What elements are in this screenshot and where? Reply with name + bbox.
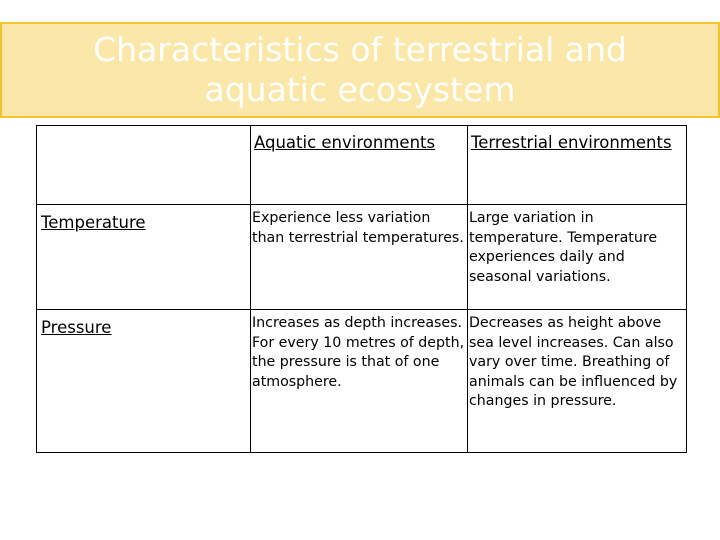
table-cell (468, 310, 687, 453)
table-row (37, 205, 687, 310)
header-cell-terrestrial (468, 126, 687, 205)
row-label-temperature: Temperature (41, 213, 146, 232)
table-cell (251, 205, 468, 310)
cell-pressure-aquatic: Increases as depth increases. For every 10 metres of depth, the pressure is that of one atmosphere. (252, 315, 465, 390)
cell-pressure-terrestrial: Decreases as height above sea level increases. Can also vary over time. Breathing of animals can be influenced by changes in pressure. (469, 315, 678, 409)
header-aquatic: Aquatic environments (254, 133, 436, 152)
row-label-cell (37, 205, 251, 310)
title-banner (0, 22, 720, 118)
comparison-table (36, 125, 687, 453)
row-label-cell (37, 310, 251, 453)
slide-title: Characteristics of terrestrial and aquatic ecosystem (93, 30, 627, 109)
table-cell (468, 205, 687, 310)
header-terrestrial: Terrestrial environments (471, 133, 672, 152)
cell-temperature-terrestrial: Large variation in temperature. Temperature experiences daily and seasonal variations. (469, 210, 658, 285)
table-header-row (37, 126, 687, 205)
table-cell (251, 310, 468, 453)
table-row (37, 310, 687, 453)
header-cell-aquatic (251, 126, 468, 205)
cell-temperature-aquatic: Experience less variation than terrestrial temperatures. (252, 210, 464, 246)
header-cell-empty (37, 126, 251, 205)
row-label-pressure: Pressure (41, 318, 112, 337)
